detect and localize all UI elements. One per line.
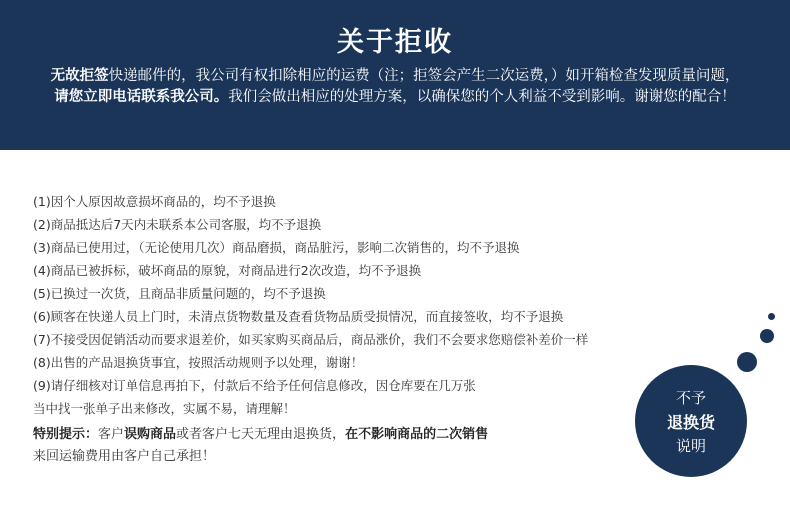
no-return-badge bbox=[635, 365, 747, 477]
badge-line-1: 不予 bbox=[675, 389, 706, 407]
tip-bold-1: 误购商品 bbox=[124, 427, 177, 442]
decor-dot-large bbox=[737, 352, 757, 372]
notice-text-2: 我们会做出相应的处理方案，以确保您的个人利益不受到影响。谢谢您的配合！ bbox=[228, 89, 736, 105]
decor-dot-small bbox=[768, 313, 775, 320]
badge-line-2: 退换货 bbox=[666, 413, 715, 432]
tip-text-2: 或者客户七天无理由退换货， bbox=[176, 427, 346, 442]
rule-item: (6)顾客在快递人员上门时，未清点货物数量及查看货物品质受损情况，而直接签收，均不予退换 bbox=[33, 309, 564, 324]
refusal-notice bbox=[50, 66, 740, 108]
tip-text-1: 客户 bbox=[98, 427, 125, 442]
special-tip bbox=[33, 424, 633, 468]
header-banner bbox=[0, 0, 790, 150]
rule-item: (4)商品已被拆标，破坏商品的原貌，对商品进行2次改造，均不予退换 bbox=[33, 263, 422, 278]
notice-text-1: 快递邮件的，我公司有权扣除相应的运费（注；拒签会产生二次运费，）如开箱检查发现质量问题， bbox=[108, 68, 740, 84]
tip-text-3: 来回运输费用由客户自己承担！ bbox=[33, 449, 216, 464]
return-rules-list bbox=[33, 190, 733, 420]
decor-dot-medium bbox=[760, 329, 774, 343]
rule-item-continued: 当中找一张单子出来修改，实属不易，请理解！ bbox=[33, 401, 296, 416]
rule-item: (2)商品抵达后7天内未联系本公司客服，均不予退换 bbox=[33, 217, 322, 232]
rule-item: (5)已换过一次货，且商品非质量问题的，均不予退换 bbox=[33, 286, 326, 301]
notice-bold-2: 请您立即电话联系我公司。 bbox=[54, 89, 229, 105]
rule-item: (7)不接受因促销活动而要求退差价，如买家购买商品后，商品涨价，我们不会要求您赔偿补差价一样 bbox=[33, 332, 589, 347]
page-title: 关于拒收 bbox=[337, 27, 453, 58]
rule-item: (9)请仔细核对订单信息再拍下，付款后不给予任何信息修改，因仓库要在几万张 bbox=[33, 378, 476, 393]
tip-bold-2: 在不影响商品的二次销售 bbox=[345, 427, 489, 442]
badge-line-3: 说明 bbox=[675, 437, 706, 455]
rule-item: (1)因个人原因故意损坏商品的，均不予退换 bbox=[33, 194, 276, 209]
notice-bold-1: 无故拒签 bbox=[50, 68, 109, 84]
rule-item: (3)商品已使用过，（无论使用几次）商品磨损，商品脏污，影响二次销售的，均不予退换 bbox=[33, 240, 520, 255]
rule-item: (8)出售的产品退换货事宜，按照活动规则予以处理，谢谢！ bbox=[33, 355, 364, 370]
tip-label: 特别提示： bbox=[33, 427, 99, 442]
